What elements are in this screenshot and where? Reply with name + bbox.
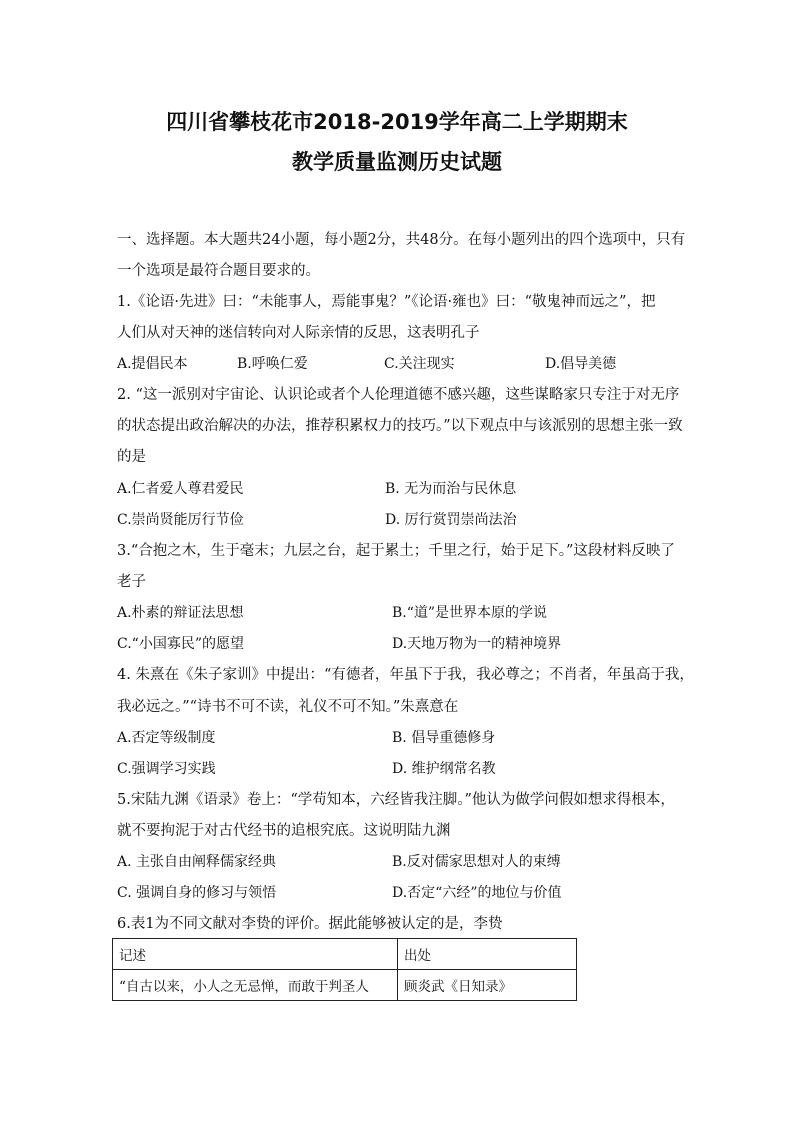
question-2-option-d: D. 厉行赏罚崇尚法治: [385, 512, 517, 528]
question-4-option-c: C.强调学习实践: [117, 761, 216, 777]
section-intro-line2: 一个选项是最符合题目要求的。: [117, 263, 320, 279]
question-1-stem-line2: 人们从对天神的迷信转向对人际亲情的反思，这表明孔子: [117, 325, 480, 341]
table-cell-record: “自古以来，小人之无忌惮，而敢于判圣人: [113, 970, 398, 1001]
question-4-option-a: A.否定等级制度: [117, 730, 216, 746]
table-header-record: 记述: [113, 939, 398, 970]
question-5-option-b: B.反对儒家思想对人的束缚: [392, 854, 561, 870]
question-5-option-c: C. 强调自身的修习与领悟: [117, 885, 277, 901]
question-3-option-c: C.“小国寡民”的愿望: [117, 636, 244, 652]
question-2-option-b: B. 无为而治与民休息: [385, 481, 517, 497]
question-5-stem-line2: 就不要拘泥于对古代经书的追根究底。这说明陆九渊: [117, 823, 451, 839]
table-row: [113, 970, 577, 1001]
exam-title-line1: 四川省攀枝花市2018-2019学年高二上学期期末: [166, 110, 628, 134]
question-1-option-a: A.提倡民本: [117, 356, 188, 372]
evaluation-table: [112, 938, 577, 1001]
table-header-row: [113, 939, 577, 970]
question-2-stem-line1: 2. “这一派别对宇宙论、认识论或者个人伦理道德不感兴趣，这些谋略家只专注于对无序: [117, 387, 680, 403]
section-intro-line1: 一、选择题。本大题共24小题，每小题2分，共48分。在每小题列出的四个选项中，只有: [117, 232, 686, 248]
table-header-source: 出处: [398, 939, 577, 970]
question-4-stem-line2: 我必远之。”“诗书不可不读，礼仪不可不知。”朱熹意在: [117, 699, 459, 715]
table-cell-source: 顾炎武《日知录》: [398, 970, 577, 1001]
question-3-option-b: B.“道”是世界本原的学说: [392, 605, 548, 621]
question-2-stem-line2: 的状态提出政治解决的办法，推荐积累权力的技巧。”以下观点中与该派别的思想主张一致: [117, 418, 683, 434]
question-4-option-d: D. 维护纲常名教: [392, 761, 496, 777]
question-3-option-a: A.朴素的辩证法思想: [117, 605, 244, 621]
question-1-option-b: B.呼唤仁爱: [237, 356, 308, 372]
question-6-stem-line1: 6.表1为不同文献对李贽的评价。据此能够被认定的是，李贽: [117, 916, 503, 932]
question-1-option-c: C.关注现实: [384, 356, 455, 372]
question-2-stem-line3: 的是: [117, 449, 146, 465]
exam-title-line2: 教学质量监测历史试题: [292, 150, 502, 174]
question-2-option-a: A.仁者爱人尊君爱民: [117, 481, 244, 497]
question-1-stem-line1: 1.《论语·先进》曰：“未能事人，焉能事鬼？”《论语·雍也》曰：“敬鬼神而远之”，把: [117, 294, 656, 310]
question-5-option-d: D.否定“六经”的地位与价值: [392, 885, 562, 901]
question-5-option-a: A. 主张自由阐释儒家经典: [117, 854, 277, 870]
question-3-option-d: D.天地万物为一的精神境界: [392, 636, 562, 652]
question-3-stem-line1: 3.“合抱之木，生于毫末；九层之台，起于累土；千里之行，始于足下。”这段材料反映了: [117, 543, 675, 559]
question-1-option-d: D.倡导美德: [545, 356, 617, 372]
question-4-stem-line1: 4. 朱熹在《朱子家训》中提出：“有德者，年虽下于我，我必尊之；不肖者，年虽高于我，: [117, 667, 694, 683]
question-4-option-b: B. 倡导重德修身: [392, 730, 496, 746]
question-3-stem-line2: 老子: [117, 574, 146, 590]
question-2-option-c: C.崇尚贤能厉行节俭: [117, 512, 244, 528]
question-5-stem-line1: 5.宋陆九渊《语录》卷上：“学苟知本，六经皆我注脚。”他认为做学问假如想求得根本，: [117, 792, 675, 808]
